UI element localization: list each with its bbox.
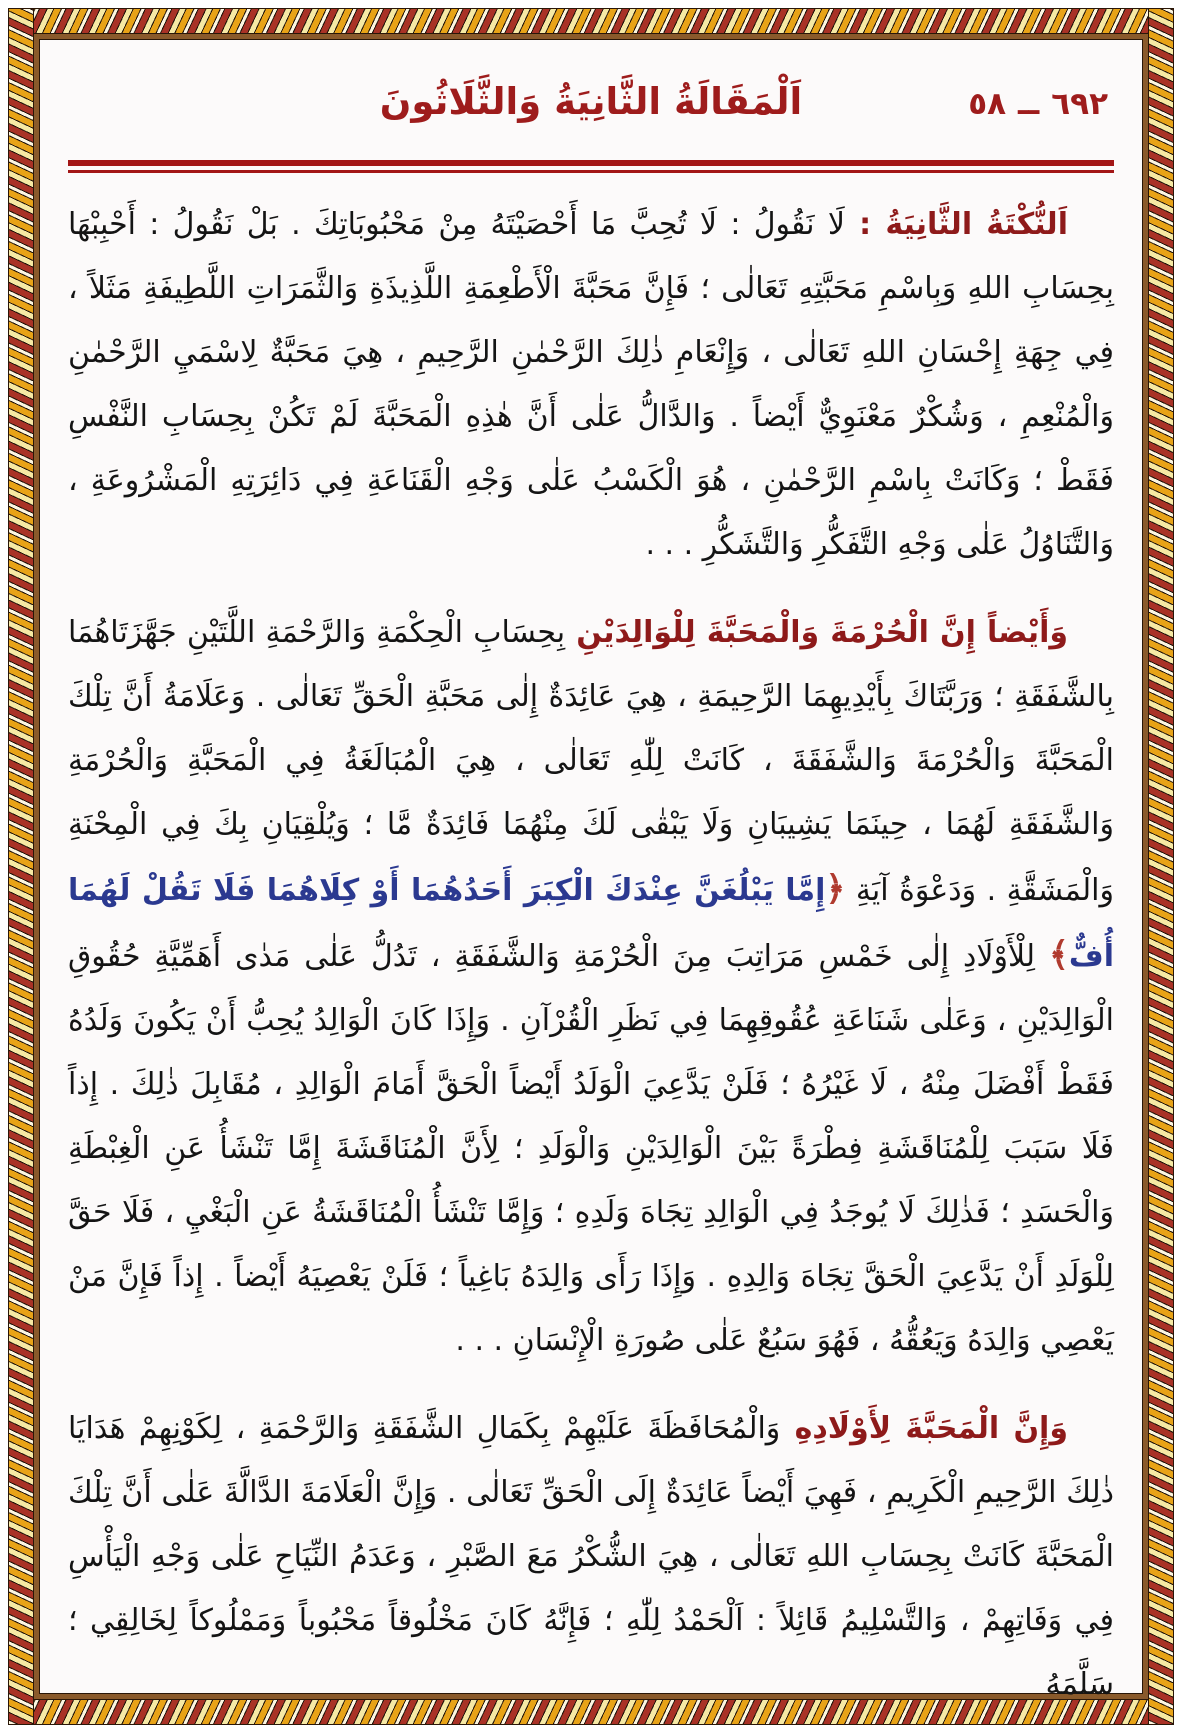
quran-verse: إِمَّا يَبْلُغَنَّ عِنْدَكَ الْكِبَرَ أَحَدُهُمَا أَوْ كِلَاهُمَا فَلَا تَقُلْ لَهُمَا أُفٌّ <box>68 873 1114 974</box>
body-text-segment: وَالْمُحَافَظَةَ عَلَيْهِمْ بِكَمَالِ الشَّفَقَةِ وَالرَّحْمَةِ ، لِكَوْنِهِمْ هَدَايَا ذٰلِكَ الرَّحِيمِ الْكَرِيمِ ، فَهِيَ أَيْضاً عَائِدَةٌ إِلَى الْحَقِّ تَعَالٰى . وَإِنَّ الْعَلَامَةَ الدَّالَّةَ عَلٰى أَنَّ تِلْكَ الْمَحَبَّةَ كَانَتْ بِحِسَابِ اللهِ تَعَالٰى ، هِيَ الشُّكْرُ مَعَ الصَّبْرِ ، وَعَدَمُ النِّيَاحِ عَلٰى وَجْهِ الْيَأْسِ فِي وَفَاتِهِمْ ، وَالتَّسْلِيمُ قَائِلاً : اَلْحَمْدُ لِلّٰهِ ؛ فَإِنَّهُ كَانَ مَخْلُوقاً مَحْبُوباً وَمَمْلُوكاً لِخَالِقِي ؛ سَلَّمَهُ <box>68 1411 1114 1702</box>
border-chain-left <box>8 8 34 1725</box>
page-number-second: ٦٩٢ <box>1051 86 1108 122</box>
paragraph-heading: اَلنُّكْتَةُ الثَّانِيَةُ : <box>844 207 1068 242</box>
body-text-segment: لِلْأَوْلَادِ إِلٰى خَمْسِ مَرَاتِبَ مِنَ الْحُرْمَةِ وَالشَّفَقَةِ ، تَدُلُّ عَلٰى مَدٰى أَهَمِّيَّةِ حُقُوقِ الْوَالِدَيْنِ ، وَعَلٰى شَنَاعَةِ عُقُوقِهِمَا فِي نَظَرِ الْقُرْآنِ . وَإِذَا كَانَ الْوَالِدُ يُحِبُّ أَنْ يَكُونَ وَلَدُهُ فَقَطْ أَفْضَلَ مِنْهُ ، لَا غَيْرُهُ ؛ فَلَنْ يَدَّعِيَ الْوَلَدُ أَيْضاً الْحَقَّ أَمَامَ الْوَالِدِ ، مُقَابِلَ ذٰلِكَ . إِذاً فَلَا سَبَبَ لِلْمُنَاقَشَةِ فِطْرَةً بَيْنَ الْوَالِدَيْنِ وَالْوَلَدِ ؛ لِأَنَّ الْمُنَاقَشَةَ إِمَّا تَنْشَأُ عَنِ الْغِبْطَةِ وَالْحَسَدِ ؛ فَذٰلِكَ لَا يُوجَدُ فِي الْوَالِدِ تِجَاهَ وَلَدِهِ ؛ وَإِمَّا تَنْشَأُ الْمُنَاقَشَةُ عَنِ الْبَغْيِ ، فَلَا حَقَّ لِلْوَلَدِ أَنْ يَدَّعِيَ الْحَقَّ تِجَاهَ وَالِدِهِ . وَإِذَا رَأَى وَالِدَهُ بَاغِياً ؛ فَلَنْ يَعْصِيَهُ أَيْضاً . إِذاً فَإِنَّ مَنْ يَعْصِي وَالِدَهُ وَيَعُقُّهُ ، فَهُوَ سَبُعٌ عَلٰى صُورَةِ الْإِنْسَانِ . . . <box>68 939 1114 1358</box>
paragraph <box>68 193 1114 577</box>
border-chain-top <box>8 8 1174 34</box>
page-header <box>68 70 1114 154</box>
border-chain-right <box>1148 8 1174 1725</box>
paragraph-heading: وَإِنَّ الْمَحَبَّةَ لِأَوْلَادِهِ <box>780 1411 1068 1446</box>
body-text-segment: بِحِسَابِ الْحِكْمَةِ وَالرَّحْمَةِ اللَّتَيْنِ جَهَّزَتَاهُمَا بِالشَّفَقَةِ ؛ وَرَبَّتَاكَ بِأَيْدِيهِمَا الرَّحِيمَةِ ، هِيَ عَائِدَةٌ إِلٰى مَحَبَّةِ الْحَقِّ تَعَالٰى . وَعَلَامَةُ أَنَّ تِلْكَ الْمَحَبَّةَ وَالْحُرْمَةَ وَالشَّفَقَةَ ، كَانَتْ لِلّٰهِ تَعَالٰى ، هِيَ الْمُبَالَغَةُ فِي الْمَحَبَّةِ وَالْحُرْمَةِ وَالشَّفَقَةِ لَهُمَا ، حِينَمَا يَشِيبَانِ وَلَا يَبْقٰى لَكَ مِنْهُمَا فَائِدَةٌ مَّا ؛ وَيُلْقِيَانِ بِكَ فِي الْمِحْنَةِ وَالْمَشَقَّةِ . وَدَعْوَةُ آيَةِ <box>68 615 1114 908</box>
page-numbers <box>968 86 1108 122</box>
verse-ornate-bracket: ﴿ <box>825 869 846 909</box>
body-text-segment: لَا نَقُولُ : لَا تُحِبَّ مَا أَحْصَيْتَهُ مِنْ مَحْبُوبَاتِكَ . بَلْ نَقُولُ : أَحْبِبْهَا بِحِسَابِ اللهِ وَبِاسْمِ مَحَبَّتِهِ تَعَالٰى ؛ فَإِنَّ مَحَبَّةَ الْأَطْعِمَةِ اللَّذِيذَةِ وَالثَّمَرَاتِ اللَّطِيفَةِ مَثَلاً ، فِي جِهَةِ إِحْسَانِ اللهِ تَعَالٰى ، وَإِنْعَامِ ذٰلِكَ الرَّحْمٰنِ الرَّحِيمِ ، هِيَ مَحَبَّةٌ لِاسْمَيِ الرَّحْمٰنِ وَالْمُنْعِمِ ، وَشُكْرٌ مَعْنَوِيٌّ أَيْضاً . وَالدَّالُّ عَلٰى أَنَّ هٰذِهِ الْمَحَبَّةَ لَمْ تَكُنْ بِحِسَابِ النَّفْسِ فَقَطْ ؛ وَكَانَتْ بِاسْمِ الرَّحْمٰنِ ، هُوَ الْكَسْبُ عَلٰى وَجْهِ الْقَنَاعَةِ فِي دَائِرَتِهِ الْمَشْرُوعَةِ ، وَالتَّنَاوُلُ عَلٰى وَجْهِ التَّفَكُّرِ وَالتَّشَكُّرِ . . . <box>68 207 1114 562</box>
page-title: اَلْمَقَالَةُ الثَّانِيَةُ وَالثَّلَاثُونَ <box>379 80 803 123</box>
paragraph-heading: وَأَيْضاً إِنَّ الْحُرْمَةَ وَالْمَحَبَّةَ لِلْوَالِدَيْنِ <box>565 615 1069 650</box>
header-rule-thin <box>68 170 1114 173</box>
header-divider <box>68 160 1114 173</box>
verse-ornate-bracket: ﴾ <box>1048 935 1069 975</box>
body-text <box>68 193 1114 1717</box>
paragraph <box>68 601 1114 1373</box>
header-rule-thick <box>68 160 1114 166</box>
paragraph <box>68 1397 1114 1717</box>
page-number-first: ٥٨ <box>968 86 1007 122</box>
page-number-dash: ــ <box>1018 86 1040 122</box>
page-content <box>58 52 1124 1702</box>
